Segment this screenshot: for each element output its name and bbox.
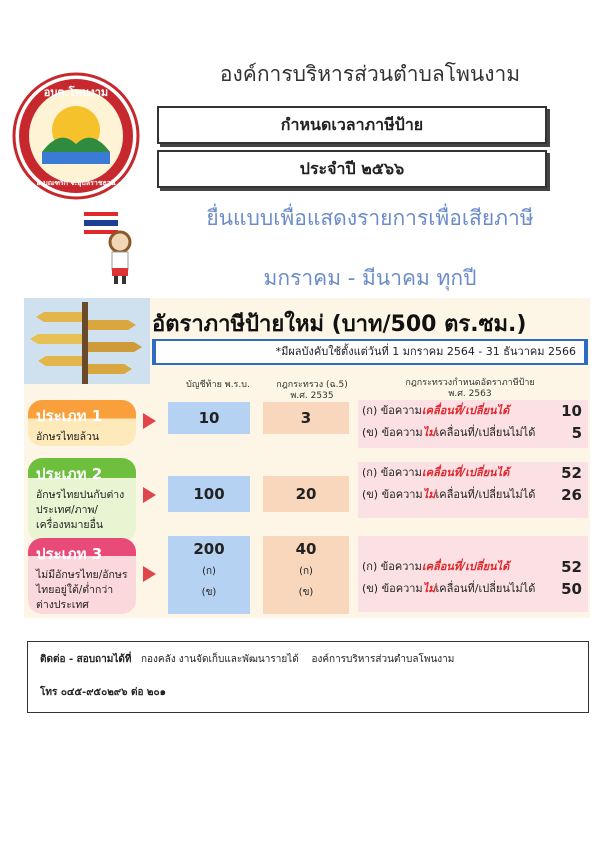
- type-3-2020-rates: [358, 536, 588, 612]
- type-1-card: [28, 400, 136, 446]
- sub-label-b: (ข): [298, 587, 314, 598]
- moving-emphasis: เคลื่อนที่/เปลี่ยนได้: [421, 560, 510, 573]
- org-title: องค์การบริหารส่วนตำบลโพนงาม: [219, 62, 521, 86]
- type-3-1992-cell: [263, 536, 349, 614]
- sub-label-a: (ก): [202, 566, 216, 577]
- type-3-act-cell: [168, 536, 250, 614]
- column-header-2020: [360, 378, 580, 400]
- static-emphasis: ไม่: [422, 426, 436, 439]
- type-1-1992-rate: 3: [263, 402, 349, 434]
- contact-phone: โทร ๐๔๕-๙๕๐๒๙๖ ต่อ ๒๐๑: [40, 687, 166, 698]
- moving-emphasis: เคลื่อนที่/เปลี่ยนได้: [421, 404, 510, 417]
- moving-text-row: [358, 400, 588, 422]
- sub-label-a: (ก): [299, 566, 313, 577]
- moving-text-row: [358, 462, 588, 484]
- static-emphasis: ไม่: [422, 488, 436, 501]
- arrow-right-icon: [143, 413, 156, 429]
- filing-notice: ยื่นแบบเพื่อแสดงรายการเพื่อเสียภาษี: [206, 206, 534, 230]
- type-2-act-rate: 100: [168, 476, 250, 512]
- type-3-1992-rate: 40: [295, 540, 317, 558]
- column-header-act-text: บัญชีท้าย พ.ร.บ.: [186, 380, 250, 390]
- arrow-right-icon: [143, 566, 156, 582]
- column-header-1992-line2: พ.ศ. 2535: [290, 391, 334, 401]
- type-3-desc: ไม่มีอักษรไทย/อักษรไทยอยู่ใต้/ต่ำกว่าต่างประเทศ: [36, 569, 128, 611]
- effective-date-text: *มีผลบังคับใช้ตั้งแต่วันที่ 1 มกราคม 2564 - 31 ธันวาคม 2566: [156, 341, 584, 363]
- contact-organization: องค์การบริหารส่วนตำบลโพนงาม: [311, 654, 455, 665]
- moving-text-row: [358, 556, 588, 578]
- column-header-2020-line1: กฎกระทรวงกำหนดอัตราภาษีป้าย: [405, 378, 535, 388]
- effective-date-bar: [152, 339, 588, 365]
- moving-prefix: (ก) ข้อความ: [362, 560, 422, 573]
- static-prefix: (ข) ข้อความ: [362, 488, 423, 501]
- fiscal-year-heading: ประจำปี ๒๕๖๖: [157, 150, 547, 188]
- type-1-desc: อักษรไทยล้วน: [36, 431, 100, 443]
- static-text-row: [358, 422, 588, 444]
- contact-department: กองคลัง งานจัดเก็บและพัฒนารายได้: [140, 654, 299, 665]
- type-3-moving-rate: 52: [561, 558, 582, 576]
- static-text-row: [358, 484, 588, 506]
- filing-period: มกราคม - มีนาคม ทุกปี: [263, 266, 477, 290]
- type-2-moving-rate: 52: [561, 464, 582, 482]
- static-suffix: เคลื่อนที่/เปลี่ยนไม่ได้: [435, 488, 536, 501]
- static-prefix: (ข) ข้อความ: [362, 582, 423, 595]
- type-3-name: ประเภท 3: [36, 545, 103, 563]
- rate-table-title: อัตราภาษีป้ายใหม่ (บาท/500 ตร.ซม.): [152, 312, 527, 337]
- static-suffix: เคลื่อนที่/เปลี่ยนไม่ได้: [435, 582, 536, 595]
- arrow-right-icon: [143, 487, 156, 503]
- type-2-name: ประเภท 2: [36, 465, 103, 483]
- column-header-act: [168, 380, 268, 391]
- type-2-2020-rates: [358, 462, 588, 518]
- seal-top-text: อบต.โพนงาม: [43, 86, 109, 99]
- type-1-static-rate: 5: [571, 424, 582, 442]
- type-3-card: [28, 538, 136, 614]
- thai-flag-mascot-icon: [80, 208, 142, 286]
- type-1-2020-rates: [358, 400, 588, 448]
- column-header-1992-line1: กฎกระทรวง (ฉ.5): [276, 380, 348, 390]
- type-2-1992-rate: 20: [263, 476, 349, 512]
- type-3-act-rate: 200: [193, 540, 225, 558]
- static-prefix: (ข) ข้อความ: [362, 426, 423, 439]
- moving-prefix: (ก) ข้อความ: [362, 466, 422, 479]
- type-1-act-rate: 10: [168, 402, 250, 434]
- moving-emphasis: เคลื่อนที่/เปลี่ยนได้: [421, 466, 510, 479]
- tax-period-heading: กำหนดเวลาภาษีป้าย: [157, 106, 547, 144]
- sub-label-b: (ข): [201, 587, 217, 598]
- type-3-static-rate: 50: [561, 580, 582, 598]
- static-emphasis: ไม่: [422, 582, 436, 595]
- seal-bottom-text: อ.บุณฑริก จ.อุบลราชธานี: [36, 179, 116, 187]
- type-1-moving-rate: 10: [561, 402, 582, 420]
- type-2-desc: อักษรไทยปนกับต่างประเทศ/ภาพ/เครื่องหมายอื่น: [36, 489, 125, 531]
- type-2-card: [28, 458, 136, 542]
- static-suffix: เคลื่อนที่/เปลี่ยนไม่ได้: [435, 426, 536, 439]
- signpost-icon: [24, 298, 150, 384]
- type-1-name: ประเภท 1: [36, 407, 103, 425]
- moving-prefix: (ก) ข้อความ: [362, 404, 422, 417]
- contact-label: ติดต่อ - สอบถามได้ที่: [40, 654, 132, 665]
- static-text-row: [358, 578, 588, 600]
- column-header-2020-line2: พ.ศ. 2563: [448, 389, 492, 399]
- column-header-1992: [262, 380, 362, 402]
- type-2-static-rate: 26: [561, 486, 582, 504]
- seal-emblem-icon: [12, 72, 140, 200]
- contact-line: [40, 652, 454, 667]
